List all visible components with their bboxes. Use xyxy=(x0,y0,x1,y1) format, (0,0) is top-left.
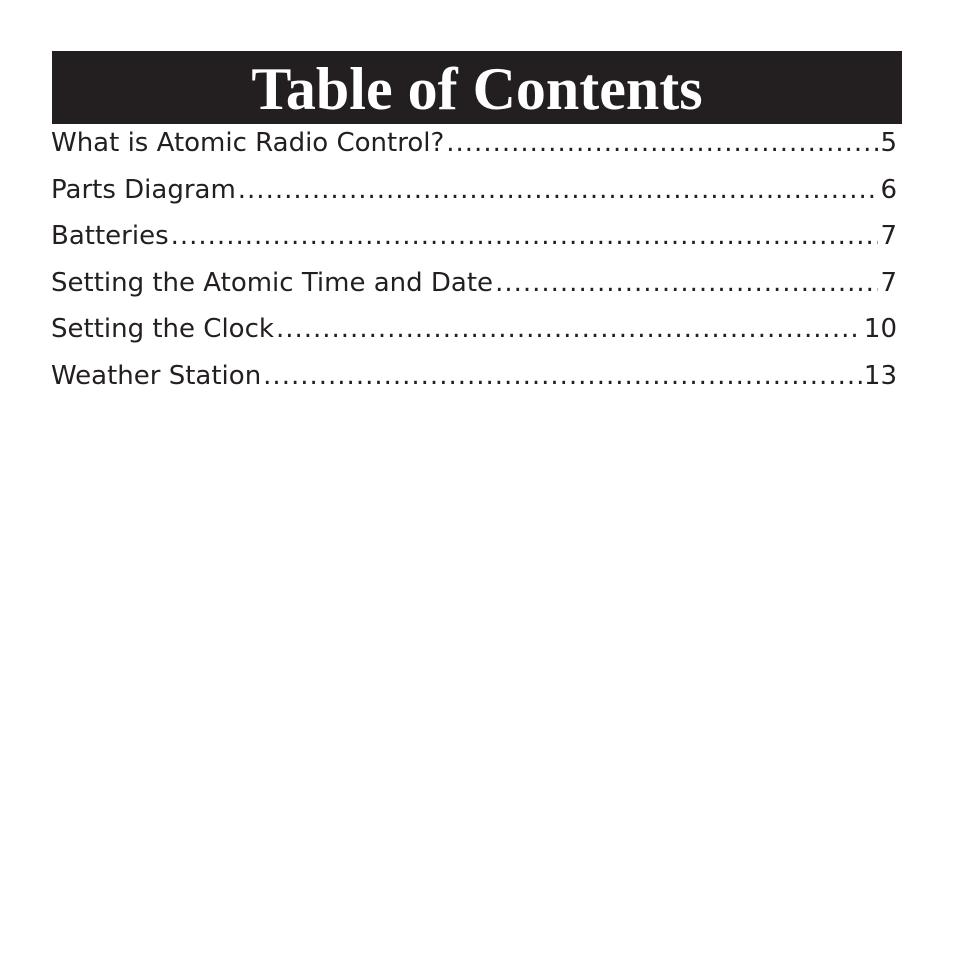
toc-entry-page-number: 6 xyxy=(880,174,897,205)
toc-entry-batteries[interactable] xyxy=(51,221,897,268)
toc-entry-label: Setting the Clock xyxy=(51,314,274,344)
table-of-contents xyxy=(51,128,897,407)
toc-entry-page-number: 7 xyxy=(880,267,897,298)
toc-dot-leader xyxy=(276,314,862,344)
toc-entry-parts-diagram[interactable] xyxy=(51,175,897,222)
toc-entry-label: Setting the Atomic Time and Date xyxy=(51,267,494,298)
title-banner xyxy=(52,51,902,124)
toc-dot-leader xyxy=(495,268,878,298)
toc-entry-weather-station[interactable] xyxy=(51,361,897,408)
toc-dot-leader xyxy=(171,221,879,251)
toc-entry-setting-the-clock[interactable] xyxy=(51,314,897,361)
toc-dot-leader xyxy=(238,175,879,205)
toc-entry-page-number: 5 xyxy=(880,128,897,158)
toc-entry-page-number: 13 xyxy=(863,360,897,391)
toc-entry-setting-atomic-time-date[interactable] xyxy=(51,268,897,315)
toc-entry-label: Weather Station xyxy=(51,360,262,391)
toc-entry-page-number: 10 xyxy=(863,314,897,344)
toc-entry-label: Parts Diagram xyxy=(51,174,236,205)
toc-dot-leader xyxy=(446,128,878,158)
page-title: Table of Contents xyxy=(251,55,703,122)
toc-entry-page-number: 7 xyxy=(880,221,897,251)
toc-entry-label: What is Atomic Radio Control? xyxy=(51,128,445,158)
toc-entry-label: Batteries xyxy=(51,221,169,251)
toc-entry-atomic-radio-control[interactable] xyxy=(51,128,897,175)
toc-dot-leader xyxy=(263,361,862,391)
